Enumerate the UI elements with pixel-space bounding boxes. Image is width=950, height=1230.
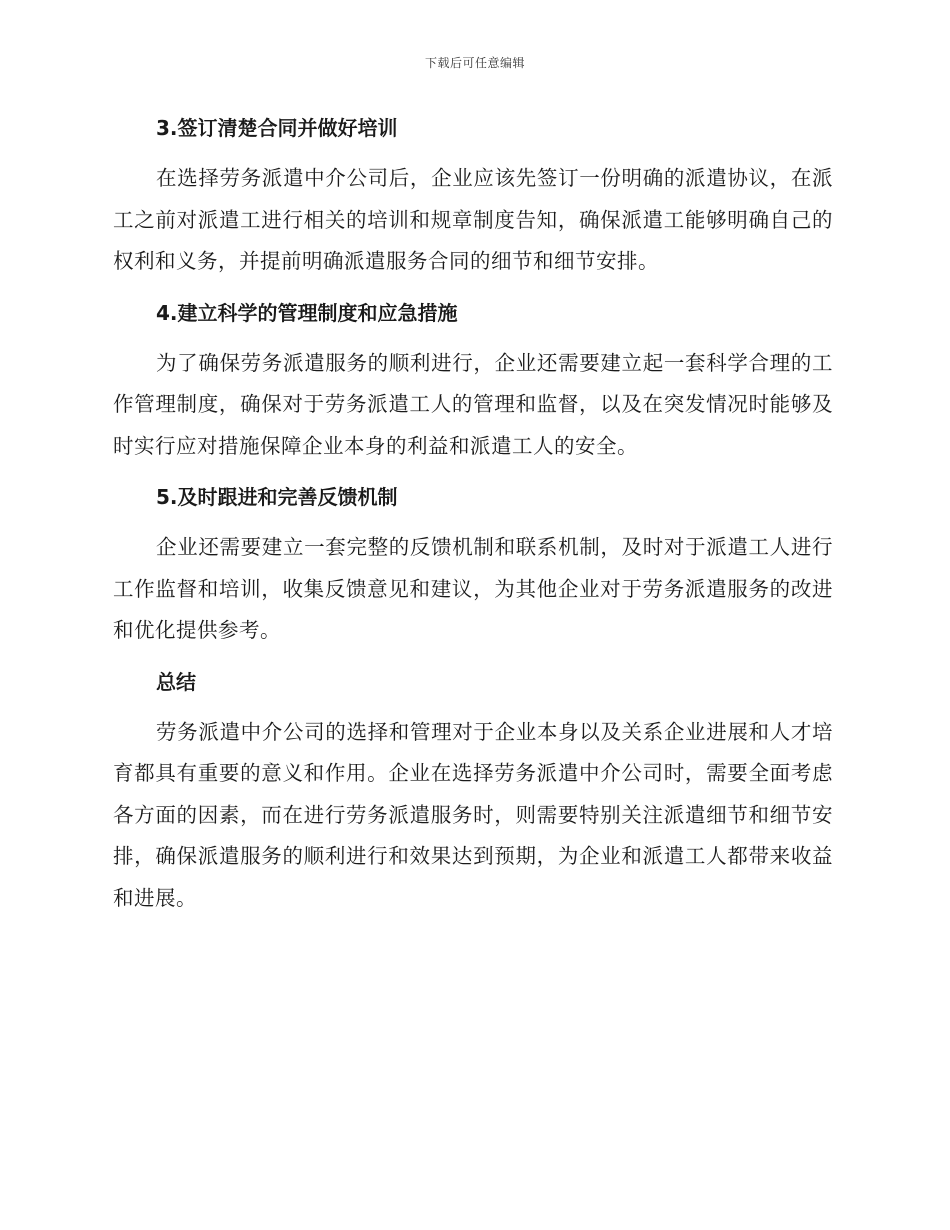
section-contract-training [113,107,833,283]
section-heading: 5.及时跟进和完善反馈机制 [156,485,398,509]
section-paragraph: 企业还需要建立一套完整的反馈机制和联系机制，及时对于派遣工人进行工作监督和培训，收集反馈意见和建议，为其他企业对于劳务派遣服务的改进和优化提供参考。 [113,535,833,642]
section-summary [113,661,833,920]
section-paragraph: 为了确保劳务派遣服务的顺利进行，企业还需要建立起一套科学合理的工作管理制度，确保对于劳务派遣工人的管理和监督，以及在突发情况时能够及时实行应对措施保障企业本身的利益和派遣工人的安全。 [113,350,833,458]
section-heading: 总结 [156,669,196,694]
section-management-system [113,292,833,468]
section-paragraph: 劳务派遣中介公司的选择和管理对于企业本身以及关系企业进展和人才培育都具有重要的意义和作用。企业在选择劳务派遣中介公司时，需要全面考虑各方面的因素，而在进行劳务派遣服务时，则需要特别关注派遣细节和细节安排，确保派遣服务的顺利进行和效果达到预期，为企业和派遣工人都带来收益和进展。 [113,719,833,910]
section-paragraph: 在选择劳务派遣中介公司后，企业应该先签订一份明确的派遣协议，在派工之前对派遣工进行相关的培训和规章制度告知，确保派遣工能够明确自己的权利和义务，并提前明确派遣服务合同的细节和细节安排。 [113,166,833,273]
document-body [113,107,833,928]
section-heading: 4.建立科学的管理制度和应急措施 [156,300,458,325]
page-header-note: 下载后可任意编辑 [424,56,525,70]
section-feedback-mechanism [113,476,833,652]
section-heading: 3.签订清楚合同并做好培训 [156,116,398,140]
